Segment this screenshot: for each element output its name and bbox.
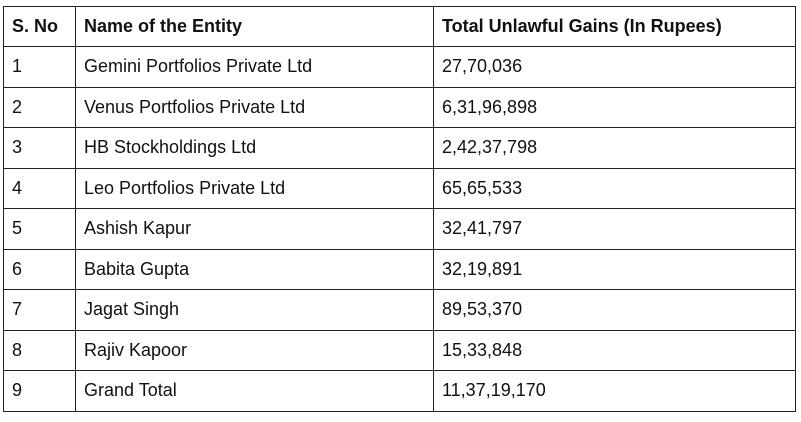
table-row — [4, 87, 796, 128]
cell-entity-name: Babita Gupta — [76, 249, 434, 290]
cell-serial-number: 9 — [4, 371, 76, 412]
header-row — [4, 7, 796, 47]
cell-serial-number: 7 — [4, 290, 76, 331]
header-unlawful-gains: Total Unlawful Gains (In Rupees) — [434, 7, 796, 47]
cell-serial-number: 3 — [4, 128, 76, 169]
cell-serial-number: 1 — [4, 47, 76, 88]
cell-unlawful-gains: 15,33,848 — [434, 330, 796, 371]
table-row — [4, 330, 796, 371]
table-container — [3, 6, 796, 412]
cell-entity-name: Gemini Portfolios Private Ltd — [76, 47, 434, 88]
cell-unlawful-gains: 27,70,036 — [434, 47, 796, 88]
cell-entity-name: HB Stockholdings Ltd — [76, 128, 434, 169]
table-row — [4, 128, 796, 169]
table-row — [4, 290, 796, 331]
header-entity-name: Name of the Entity — [76, 7, 434, 47]
table-row — [4, 249, 796, 290]
table-row — [4, 47, 796, 88]
cell-entity-name: Grand Total — [76, 371, 434, 412]
cell-unlawful-gains: 32,41,797 — [434, 209, 796, 250]
table-row — [4, 168, 796, 209]
cell-unlawful-gains: 32,19,891 — [434, 249, 796, 290]
cell-unlawful-gains: 2,42,37,798 — [434, 128, 796, 169]
cell-serial-number: 2 — [4, 87, 76, 128]
cell-entity-name: Venus Portfolios Private Ltd — [76, 87, 434, 128]
unlawful-gains-table — [3, 6, 796, 412]
table-row-grand-total — [4, 371, 796, 412]
cell-unlawful-gains: 89,53,370 — [434, 290, 796, 331]
cell-serial-number: 6 — [4, 249, 76, 290]
cell-serial-number: 4 — [4, 168, 76, 209]
cell-unlawful-gains: 6,31,96,898 — [434, 87, 796, 128]
cell-entity-name: Ashish Kapur — [76, 209, 434, 250]
cell-entity-name: Leo Portfolios Private Ltd — [76, 168, 434, 209]
cell-serial-number: 8 — [4, 330, 76, 371]
cell-serial-number: 5 — [4, 209, 76, 250]
header-serial-number: S. No — [4, 7, 76, 47]
cell-entity-name: Rajiv Kapoor — [76, 330, 434, 371]
cell-unlawful-gains: 65,65,533 — [434, 168, 796, 209]
cell-unlawful-gains: 11,37,19,170 — [434, 371, 796, 412]
cell-entity-name: Jagat Singh — [76, 290, 434, 331]
table-row — [4, 209, 796, 250]
